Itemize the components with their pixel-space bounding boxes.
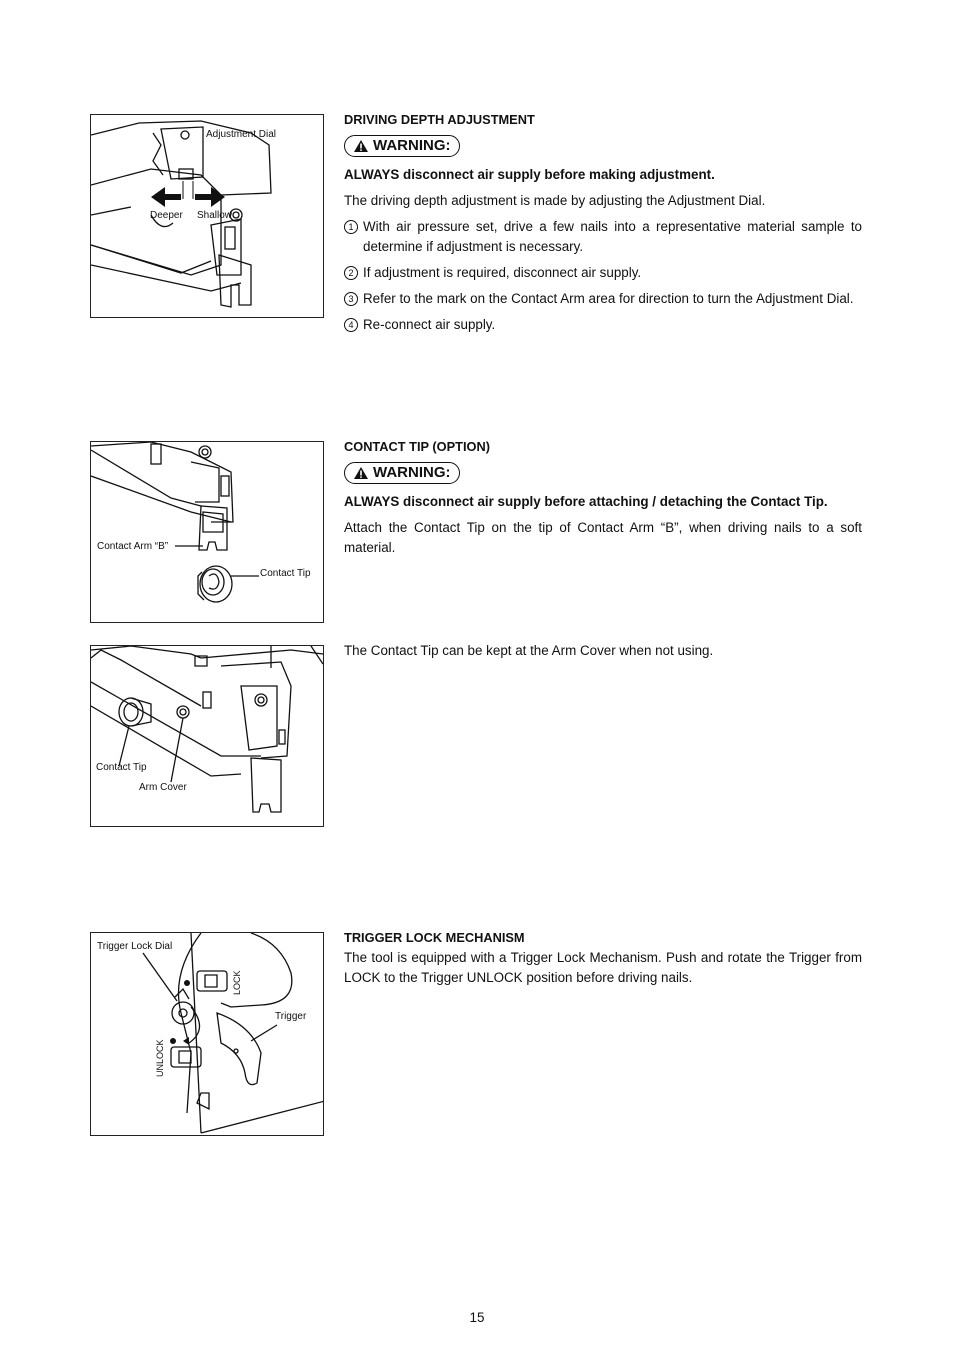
- warning-label: WARNING:: [373, 137, 451, 154]
- trigger-lock-body: The tool is equipped with a Trigger Lock Mechanism. Push and rotate the Trigger from LOCK to the Trigger UNLOCK position before driving nails.: [344, 950, 862, 985]
- warning-label: WARNING:: [373, 464, 451, 481]
- section-trigger-lock: [344, 928, 862, 988]
- arm-cover-illustration: [91, 646, 324, 827]
- warning-badge: [344, 135, 460, 157]
- warning-text: ALWAYS disconnect air supply before making adjustment.: [344, 167, 715, 182]
- step-number: 2: [344, 266, 358, 280]
- trigger-lock-illustration: [91, 933, 324, 1136]
- label-deeper: Deeper: [150, 210, 183, 221]
- label-trigger-lock-dial: Trigger Lock Dial: [97, 941, 173, 952]
- contact-tip-illustration: [91, 442, 324, 623]
- warning-badge: [344, 462, 460, 484]
- step-number: 1: [344, 220, 358, 234]
- storage-body: The Contact Tip can be kept at the Arm Cover when not using.: [344, 643, 714, 658]
- label-lock: LOCK: [232, 970, 242, 995]
- step-text: Re-connect air supply.: [363, 317, 496, 332]
- figure-driving-depth: [90, 114, 324, 318]
- heading-driving-depth: DRIVING DEPTH ADJUSTMENT: [344, 112, 535, 127]
- warning-triangle-icon: [354, 140, 368, 152]
- figure-contact-tip: [90, 441, 324, 623]
- heading-contact-tip: CONTACT TIP (OPTION): [344, 439, 490, 454]
- label-adjustment-dial: Adjustment Dial: [206, 129, 277, 140]
- section-storage: [344, 641, 862, 661]
- section-contact-tip: [344, 437, 862, 558]
- intro-text: The driving depth adjustment is made by adjusting the Adjustment Dial.: [344, 193, 766, 208]
- page-number: 15: [469, 1310, 485, 1325]
- step-text: With air pressure set, drive a few nails into a representative material sample to determine if adjustment is necessary.: [363, 219, 862, 254]
- step-item: [344, 217, 862, 257]
- label-arm-cover: Arm Cover: [139, 782, 187, 793]
- label-shallow: Shallow: [197, 210, 233, 221]
- section-driving-depth: [344, 110, 862, 335]
- step-text: Refer to the mark on the Contact Arm area for direction to turn the Adjustment Dial.: [363, 291, 854, 306]
- step-number: 4: [344, 318, 358, 332]
- figure-arm-cover: [90, 645, 324, 827]
- label-unlock: UNLOCK: [155, 1039, 165, 1077]
- step-text: If adjustment is required, disconnect air supply.: [363, 265, 642, 280]
- label-contact-tip: Contact Tip: [260, 568, 311, 579]
- warning-text: ALWAYS disconnect air supply before attaching / detaching the Contact Tip.: [344, 494, 828, 509]
- step-item: [344, 315, 862, 335]
- step-number: 3: [344, 292, 358, 306]
- label-trigger: Trigger: [275, 1011, 307, 1022]
- warning-triangle-icon: [354, 467, 368, 479]
- figure-trigger-lock: [90, 932, 324, 1136]
- label-contact-arm: Contact Arm “B”: [97, 541, 169, 552]
- step-item: [344, 289, 862, 309]
- label-contact-tip-storage: Contact Tip: [96, 762, 147, 773]
- heading-trigger-lock: TRIGGER LOCK MECHANISM: [344, 930, 525, 945]
- step-item: [344, 263, 862, 283]
- contact-tip-body: Attach the Contact Tip on the tip of Contact Arm “B”, when driving nails to a soft material.: [344, 520, 862, 555]
